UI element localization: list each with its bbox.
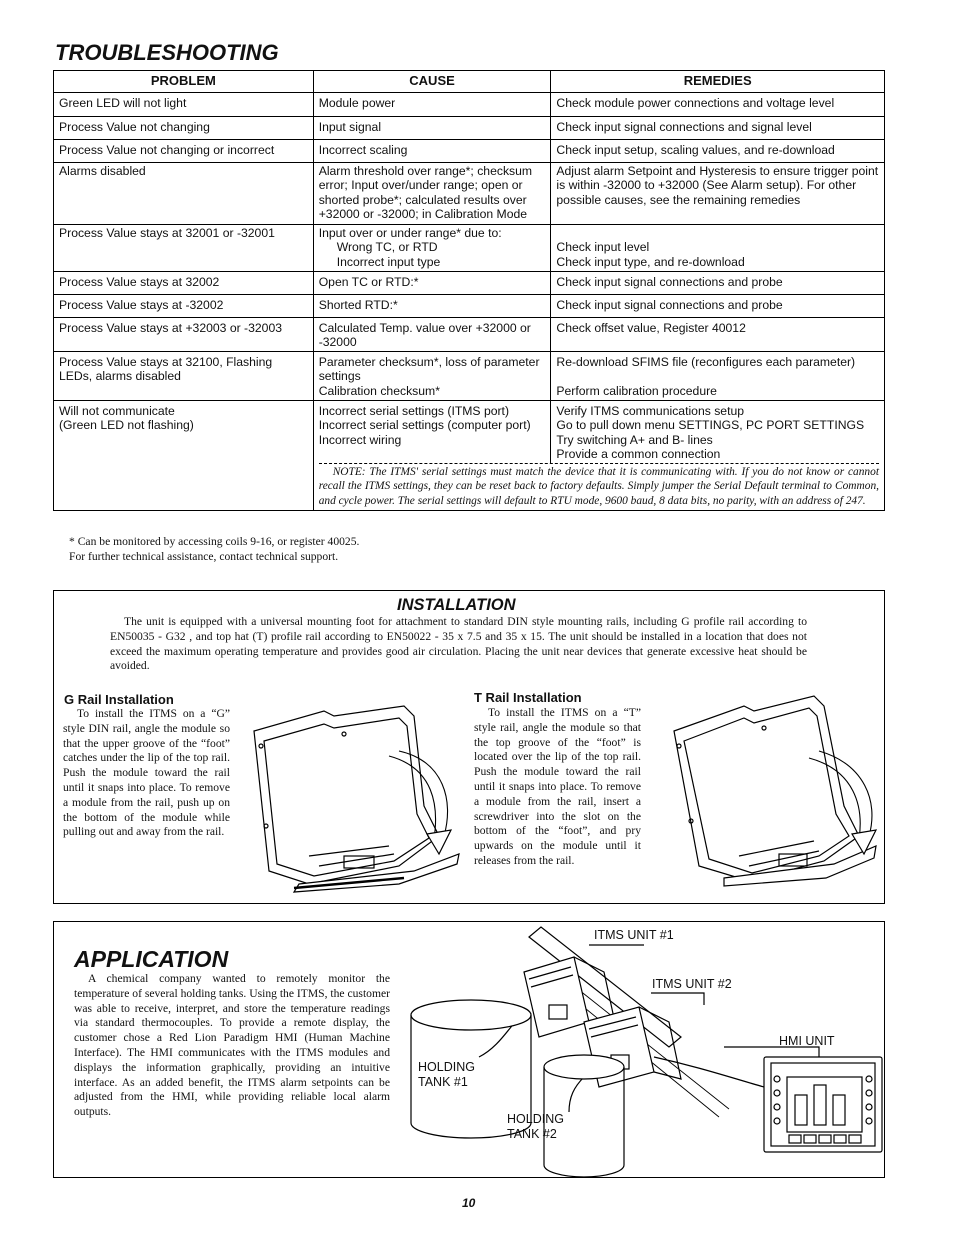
problem-cell: Process Value not changing or incorrect	[54, 139, 314, 162]
remedy-line: Check input level	[556, 240, 650, 254]
remedy-cell: Check input signal connections and signal level	[551, 116, 885, 139]
tank2-line: HOLDING	[507, 1112, 564, 1126]
remedy-line: Verify ITMS communications setup	[556, 403, 745, 418]
serial-settings-note	[313, 463, 884, 511]
remedy-cell: Check input signal connections and probe	[551, 294, 885, 317]
application-title: APPLICATION	[74, 946, 229, 972]
cause-cell: Incorrect scaling	[313, 139, 551, 162]
table-row	[54, 139, 885, 162]
installation-title: INSTALLATION	[397, 596, 516, 614]
remedy-cell: Check input setup, scaling values, and re-download	[551, 139, 885, 162]
installation-section	[53, 590, 885, 904]
remedy-cell: Check module power connections and voltage level	[551, 92, 885, 116]
tank2-line: TANK #2	[507, 1127, 557, 1141]
t-rail-text: To install the ITMS on a “T” style rail, angle the module so that the top groove of the “foot” is located over the lip of the top rail. Push the module toward the rail until it snaps into place. To remove a module from the rail, insert a screwdriver into the slot on the bottom of the “foot”, and pry upwards on the module until it releases from the rail.	[474, 706, 641, 867]
t-rail-title: T Rail Installation	[474, 690, 582, 705]
remedy-cell	[551, 224, 885, 271]
cause-cell: Input signal	[313, 116, 551, 139]
table-row	[54, 317, 885, 351]
problem-cell: Process Value stays at +32003 or -32003	[54, 317, 314, 351]
application-diagram	[399, 927, 879, 1177]
label-hmi-unit: HMI UNIT	[779, 1034, 835, 1048]
cause-cell	[313, 224, 551, 271]
remedy-cell: Check input signal connections and probe	[551, 271, 885, 294]
problem-cell: Process Value stays at 32100, Flashing LEDs, alarms disabled	[54, 351, 314, 400]
table-header-row	[54, 71, 885, 93]
problem-cell: Process Value stays at 32001 or -32001	[54, 224, 314, 271]
remedy-line: Re-download SFIMS file (reconfigures each parameter)	[556, 354, 856, 369]
cause-line: Parameter checksum*, loss of parameter settings	[318, 354, 540, 383]
cause-cell: Module power	[313, 92, 551, 116]
cause-cell: Calculated Temp. value over +32000 or -32000	[313, 317, 551, 351]
g-rail-title: G Rail Installation	[64, 692, 174, 707]
footnote-coils: * Can be monitored by accessing coils 9-16, or register 40025.	[69, 535, 360, 548]
remedy-line: Check input type, and re-download	[556, 254, 745, 269]
cause-cell: Alarm threshold over range*; checksum error; Input over/under range; open or shorted probe*; calculated results over +32000 or -32000; in Calibration Mode	[313, 162, 551, 224]
footnote-support: For further technical assistance, contact technical support.	[69, 550, 339, 563]
application-section	[53, 921, 885, 1178]
table-row	[54, 351, 885, 400]
cause-line: Wrong TC, or RTD	[336, 240, 438, 254]
cause-cell	[313, 351, 551, 400]
tank1-line: HOLDING	[418, 1060, 475, 1074]
header-problem: PROBLEM	[54, 71, 314, 93]
cause-cell: Open TC or RTD:*	[313, 271, 551, 294]
remedy-line: Provide a common connection	[556, 447, 721, 461]
tank1-line: TANK #1	[418, 1075, 468, 1089]
problem-cell: Alarms disabled	[54, 162, 314, 224]
footnotes	[69, 534, 359, 564]
problem-cell	[54, 400, 314, 510]
label-holding-tank-2	[507, 1112, 564, 1142]
application-text: A chemical company wanted to remotely monitor the temperature of several holding tanks. Using the ITMS, the customer was able to receive, interpret, and store the temperature readings via standard thermocouples. To provide a remote display, the customer chose a Red Lion Paradigm HMI (Human Machine Interface). The HMI communicates with the ITMS modules and displays the information graphically, providing an intuitive interface. As an added benefit, the ITMS alarm setpoints can be adjusted from the HMI, while providing reliable local alarm outputs.	[74, 972, 390, 1119]
label-itms-unit-1: ITMS UNIT #1	[594, 928, 674, 942]
page-number: 10	[462, 1196, 476, 1210]
cause-line: Calibration checksum*	[318, 383, 440, 398]
t-rail-diagram	[654, 696, 884, 886]
cause-line: Input over or under range* due to:	[318, 225, 502, 240]
table-row	[54, 116, 885, 139]
problem-cell: Process Value stays at -32002	[54, 294, 314, 317]
label-holding-tank-1	[418, 1060, 475, 1090]
troubleshooting-table	[53, 70, 885, 511]
remedy-line: Try switching A+ and B- lines	[556, 432, 713, 447]
problem-cell: Process Value not changing	[54, 116, 314, 139]
remedy-cell: Adjust alarm Setpoint and Hysteresis to ensure trigger point is within -32000 to +32000 (See Alarm setup). For other possible causes, see the remaining remedies	[551, 162, 885, 224]
cause-line: Incorrect serial settings (computer port)	[318, 418, 531, 432]
table-row	[54, 162, 885, 224]
cause-cell: Shorted RTD:*	[313, 294, 551, 317]
table-row	[54, 294, 885, 317]
remedy-cell	[551, 351, 885, 400]
table-row	[54, 271, 885, 294]
header-remedies: REMEDIES	[551, 71, 885, 93]
note-text: NOTE: The ITMS' serial settings must match the device that it is communicating with. If you do not know or cannot recall the ITMS settings, they can be reset back to factory defaults. Simply jumper the Serial Default terminal to Common, and cycle power. The serial settings will default to RTU mode, 9600 baud, 8 data bits, no parity, with an address of 247.	[319, 463, 879, 509]
problem-cell: Process Value stays at 32002	[54, 271, 314, 294]
remedy-spacer	[556, 369, 879, 384]
remedy-cell	[551, 400, 885, 463]
cause-line: Incorrect wiring	[318, 432, 402, 447]
header-cause: CAUSE	[313, 71, 551, 93]
installation-intro: The unit is equipped with a universal mounting foot for attachment to standard DIN style mounting rails, including G profile rail according to EN50035 - G32 , and top hat (T) profile rail according to EN50022 - 35 x 7.5 and 35 x 15. The unit should be installed in a location that does not exceed the maximum operating temperature and provides good air circulation. Placing the unit near devices that generate excessive heat should be avoided.	[110, 615, 807, 673]
table-row	[54, 224, 885, 271]
g-rail-diagram	[239, 706, 464, 891]
cause-line: Incorrect input type	[336, 254, 441, 269]
problem-cell: Green LED will not light	[54, 92, 314, 116]
table-row	[54, 92, 885, 116]
troubleshooting-title: TROUBLESHOOTING	[55, 40, 279, 65]
label-itms-unit-2: ITMS UNIT #2	[652, 977, 732, 991]
remedy-cell: Check offset value, Register 40012	[551, 317, 885, 351]
remedy-line: Perform calibration procedure	[556, 383, 717, 398]
cause-line: Incorrect serial settings (ITMS port)	[318, 403, 509, 418]
g-rail-text: To install the ITMS on a “G” style DIN rail, angle the module so that the upper groove of the “foot” catches under the lip of the top rail. Push the module toward the rail until it snaps into place. To remove a module from the rail, push up on the bottom of the module while pulling out and away from the rail.	[63, 707, 230, 839]
cause-cell	[313, 400, 551, 463]
remedy-line: Go to pull down menu SETTINGS, PC PORT SETTINGS	[556, 418, 865, 432]
table-row	[54, 400, 885, 463]
remedy-spacer	[556, 226, 879, 241]
problem-line: (Green LED not flashing)	[59, 418, 194, 432]
problem-line: Will not communicate	[59, 403, 175, 418]
